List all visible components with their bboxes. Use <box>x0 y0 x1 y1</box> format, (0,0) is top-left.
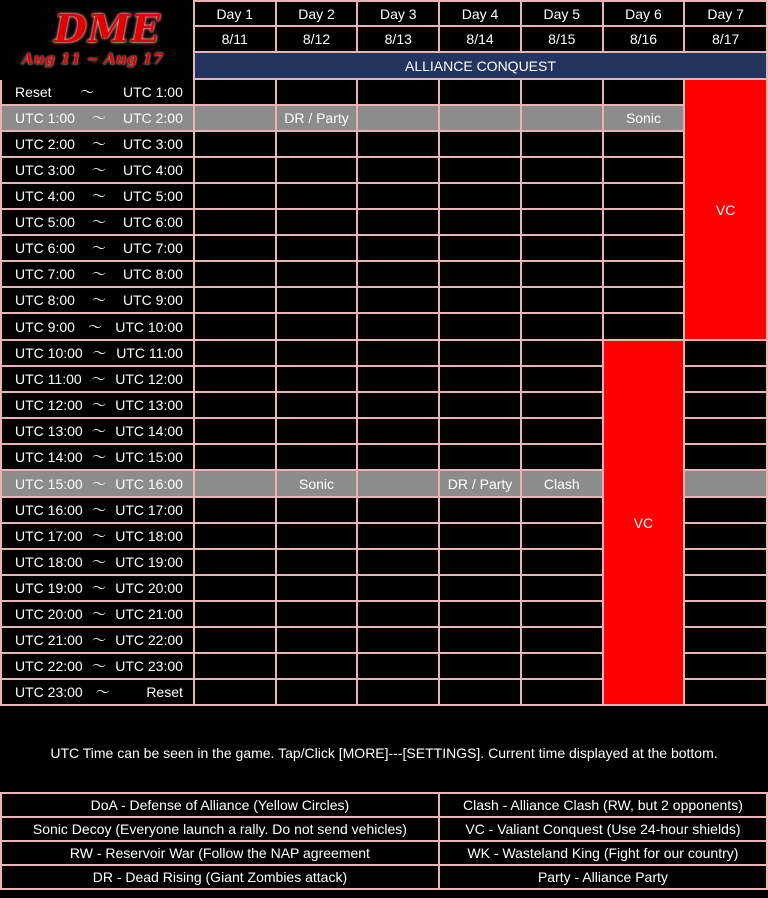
schedule-cell <box>194 261 276 287</box>
legend-entry: Clash - Alliance Clash (RW, but 2 opponents) <box>439 793 767 817</box>
schedule-cell <box>357 313 439 340</box>
time-range-cell <box>1 235 194 261</box>
schedule-cell <box>357 261 439 287</box>
event-dr-party: DR / Party <box>276 105 358 131</box>
schedule-cell <box>194 549 276 575</box>
schedule-cell <box>439 627 521 653</box>
schedule-cell <box>521 340 603 366</box>
schedule-cell <box>439 209 521 235</box>
schedule-cell <box>194 444 276 470</box>
schedule-cell <box>194 183 276 209</box>
range-tilde: ～ <box>91 632 106 648</box>
time-range-cell <box>1 392 194 418</box>
range-tilde: ～ <box>91 371 106 387</box>
slot-end: UTC 19:00 <box>115 554 183 570</box>
time-slot-row <box>1 157 767 183</box>
slot-end: UTC 4:00 <box>122 162 183 178</box>
time-range-cell <box>1 131 194 157</box>
event-sonic: Sonic <box>603 105 685 131</box>
schedule-cell <box>439 366 521 392</box>
day-header: Day 5 <box>521 1 603 26</box>
schedule-cell <box>521 418 603 444</box>
range-tilde: ～ <box>92 345 107 361</box>
schedule-cell <box>276 366 358 392</box>
schedule-cell <box>276 183 358 209</box>
time-range-cell <box>1 366 194 392</box>
schedule-cell <box>357 470 439 497</box>
schedule-cell <box>439 418 521 444</box>
date-cell: 8/16 <box>603 26 685 52</box>
schedule-cell <box>357 601 439 627</box>
slot-start: UTC 17:00 <box>15 528 83 544</box>
schedule-cell <box>276 131 358 157</box>
slot-end: UTC 23:00 <box>115 658 183 674</box>
schedule-cell <box>521 183 603 209</box>
slot-end: UTC 21:00 <box>115 606 183 622</box>
legend-table <box>0 792 768 890</box>
time-range-cell <box>1 313 194 340</box>
range-tilde: ～ <box>91 266 106 282</box>
slot-start: UTC 9:00 <box>15 318 75 335</box>
schedule-cell <box>276 523 358 549</box>
range-tilde: ～ <box>91 580 106 596</box>
schedule-cell <box>276 261 358 287</box>
schedule-cell <box>194 79 276 105</box>
schedule-cell <box>521 627 603 653</box>
slot-start: UTC 14:00 <box>15 449 83 465</box>
time-range-cell <box>1 105 194 131</box>
schedule-cell <box>603 313 685 340</box>
schedule-cell <box>357 523 439 549</box>
time-range-cell <box>1 209 194 235</box>
schedule-cell <box>521 444 603 470</box>
schedule-cell <box>357 183 439 209</box>
range-tilde: ～ <box>91 292 106 308</box>
slot-end: UTC 13:00 <box>115 397 183 413</box>
schedule-cell <box>194 340 276 366</box>
schedule-cell <box>276 679 358 705</box>
schedule-cell <box>194 679 276 705</box>
range-tilde: ～ <box>91 423 106 439</box>
slot-start: UTC 18:00 <box>15 554 83 570</box>
day-header: Day 3 <box>357 1 439 26</box>
range-tilde: ～ <box>88 318 103 335</box>
schedule-cell <box>439 497 521 523</box>
time-range-cell <box>1 575 194 601</box>
schedule-cell <box>194 497 276 523</box>
slot-start: UTC 7:00 <box>15 266 75 282</box>
schedule-cell <box>357 392 439 418</box>
slot-start: UTC 3:00 <box>15 162 75 178</box>
schedule-cell <box>194 131 276 157</box>
slot-start: UTC 12:00 <box>15 397 83 413</box>
schedule-cell <box>276 287 358 313</box>
date-cell: 8/12 <box>276 26 358 52</box>
schedule-cell <box>194 392 276 418</box>
schedule-cell <box>276 627 358 653</box>
schedule-cell <box>521 497 603 523</box>
slot-end: UTC 14:00 <box>115 423 183 439</box>
slot-start: UTC 13:00 <box>15 423 83 439</box>
legend-entry: DR - Dead Rising (Giant Zombies attack) <box>1 865 439 889</box>
schedule-cell <box>439 261 521 287</box>
time-range-cell <box>1 601 194 627</box>
schedule-cell <box>276 444 358 470</box>
time-slot-row <box>1 313 767 340</box>
schedule-cell <box>521 79 603 105</box>
time-slot-row <box>1 79 767 105</box>
schedule-cell <box>684 444 767 470</box>
schedule-cell <box>357 418 439 444</box>
date-cell: 8/14 <box>439 26 521 52</box>
range-tilde: ～ <box>91 658 106 674</box>
schedule-cell <box>357 575 439 601</box>
schedule-cell <box>603 131 685 157</box>
day-header: Day 7 <box>684 1 767 26</box>
date-cell: 8/17 <box>684 26 767 52</box>
slot-end: UTC 20:00 <box>115 580 183 596</box>
time-range-cell <box>1 497 194 523</box>
schedule-cell <box>439 157 521 183</box>
time-range-cell <box>1 470 194 497</box>
slot-start: UTC 6:00 <box>15 240 75 256</box>
date-cell: 8/15 <box>521 26 603 52</box>
schedule-cell <box>521 313 603 340</box>
slot-start: UTC 10:00 <box>15 345 83 361</box>
schedule-cell <box>684 418 767 444</box>
slot-end: UTC 7:00 <box>122 240 183 256</box>
schedule-cell <box>684 523 767 549</box>
schedule-cell <box>276 313 358 340</box>
time-range-cell <box>1 627 194 653</box>
slot-end: UTC 16:00 <box>115 475 183 492</box>
slot-end: UTC 12:00 <box>115 371 183 387</box>
slot-start: UTC 23:00 <box>15 684 83 700</box>
schedule-cell <box>439 392 521 418</box>
schedule-cell <box>439 523 521 549</box>
time-slot-row <box>1 340 767 366</box>
schedule-cell <box>521 209 603 235</box>
schedule-cell <box>276 235 358 261</box>
schedule-cell <box>357 444 439 470</box>
schedule-cell <box>194 157 276 183</box>
schedule-cell <box>276 601 358 627</box>
schedule-cell <box>521 653 603 679</box>
slot-end: UTC 18:00 <box>115 528 183 544</box>
slot-start: UTC 19:00 <box>15 580 83 596</box>
event-sonic: Sonic <box>276 470 358 497</box>
slot-start: UTC 8:00 <box>15 292 75 308</box>
legend-entry: Sonic Decoy (Everyone launch a rally. Do not send vehicles) <box>1 817 439 841</box>
logo-dates: Aug 11 ~ Aug 17 <box>22 50 164 68</box>
time-slot-row <box>1 235 767 261</box>
schedule-cell <box>439 549 521 575</box>
schedule-cell <box>357 157 439 183</box>
schedule-cell <box>194 523 276 549</box>
legend-row <box>1 841 767 865</box>
time-range-cell <box>1 418 194 444</box>
schedule-cell <box>684 392 767 418</box>
schedule-cell <box>194 235 276 261</box>
time-slot-row <box>1 209 767 235</box>
schedule-cell <box>357 679 439 705</box>
schedule-cell <box>521 679 603 705</box>
schedule-cell <box>439 313 521 340</box>
schedule-cell <box>276 392 358 418</box>
day-header: Day 1 <box>194 1 276 26</box>
schedule-cell <box>439 340 521 366</box>
schedule-cell <box>603 235 685 261</box>
schedule-cell <box>684 340 767 366</box>
schedule-cell <box>276 418 358 444</box>
slot-start: UTC 15:00 <box>15 475 83 492</box>
schedule-cell <box>603 79 685 105</box>
slot-start: Reset <box>15 84 52 100</box>
schedule-cell <box>276 549 358 575</box>
range-tilde: ～ <box>91 162 106 178</box>
schedule-cell <box>439 79 521 105</box>
schedule-cell <box>684 549 767 575</box>
time-range-cell <box>1 79 194 105</box>
range-tilde: ～ <box>91 136 106 152</box>
schedule-cell <box>603 287 685 313</box>
slot-end: UTC 11:00 <box>116 345 183 361</box>
schedule-cell <box>357 209 439 235</box>
alliance-conquest-banner: ALLIANCE CONQUEST <box>194 52 767 79</box>
range-tilde: ～ <box>91 554 106 570</box>
schedule-cell <box>439 131 521 157</box>
slot-start: UTC 22:00 <box>15 658 83 674</box>
schedule-cell <box>276 497 358 523</box>
schedule-cell <box>521 235 603 261</box>
slot-end: UTC 5:00 <box>122 188 183 204</box>
schedule-cell <box>357 105 439 131</box>
slot-end: UTC 1:00 <box>122 84 183 100</box>
legend-entry: DoA - Defense of Alliance (Yellow Circles) <box>1 793 439 817</box>
schedule-cell <box>439 235 521 261</box>
range-tilde: ～ <box>95 684 110 700</box>
logo-title: DME <box>54 6 161 51</box>
day-header: Day 2 <box>276 1 358 26</box>
schedule-cell <box>684 470 767 497</box>
range-tilde: ～ <box>91 475 106 492</box>
time-range-cell <box>1 261 194 287</box>
schedule-cell <box>357 340 439 366</box>
range-tilde: ～ <box>91 449 106 465</box>
schedule-cell <box>603 183 685 209</box>
range-tilde: ～ <box>91 502 106 518</box>
date-cell: 8/13 <box>357 26 439 52</box>
time-range-cell <box>1 183 194 209</box>
slot-end: Reset <box>146 684 183 700</box>
time-range-cell <box>1 340 194 366</box>
legend-row <box>1 865 767 889</box>
schedule-cell <box>521 549 603 575</box>
schedule-cell <box>684 653 767 679</box>
time-range-cell <box>1 523 194 549</box>
legend-row <box>1 793 767 817</box>
time-range-cell <box>1 679 194 705</box>
time-range-cell <box>1 157 194 183</box>
slot-start: UTC 2:00 <box>15 136 75 152</box>
schedule-cell <box>684 575 767 601</box>
slot-end: UTC 22:00 <box>115 632 183 648</box>
range-tilde: ～ <box>91 606 106 622</box>
time-slot-row <box>1 131 767 157</box>
time-range-cell <box>1 653 194 679</box>
slot-start: UTC 11:00 <box>15 371 82 387</box>
time-range-cell <box>1 549 194 575</box>
event-clash: Clash <box>521 470 603 497</box>
schedule-cell <box>194 601 276 627</box>
schedule-cell <box>194 287 276 313</box>
schedule-cell <box>684 601 767 627</box>
utc-time-note: UTC Time can be seen in the game. Tap/Click [MORE]---[SETTINGS]. Current time displayed at the bottom. <box>50 745 718 761</box>
schedule-cell <box>194 418 276 444</box>
vc-block-day6: VC <box>603 340 685 705</box>
day-header: Day 6 <box>603 1 685 26</box>
schedule-cell <box>276 209 358 235</box>
slot-end: UTC 17:00 <box>115 502 183 518</box>
time-slot-row <box>1 287 767 313</box>
schedule-cell <box>439 105 521 131</box>
schedule-cell <box>521 261 603 287</box>
schedule-cell <box>603 209 685 235</box>
schedule-cell <box>439 183 521 209</box>
time-range-cell <box>1 287 194 313</box>
schedule-cell <box>357 549 439 575</box>
schedule-cell <box>684 366 767 392</box>
schedule-cell <box>357 497 439 523</box>
schedule-cell <box>357 653 439 679</box>
schedule-cell <box>521 287 603 313</box>
schedule-cell <box>521 575 603 601</box>
schedule-cell <box>603 261 685 287</box>
slot-start: UTC 1:00 <box>15 110 75 126</box>
slot-end: UTC 10:00 <box>115 318 183 335</box>
schedule-cell <box>194 653 276 679</box>
range-tilde: ～ <box>91 240 106 256</box>
schedule-cell <box>357 287 439 313</box>
schedule-cell <box>521 392 603 418</box>
vc-block-day7: VC <box>684 79 767 340</box>
date-cell: 8/11 <box>194 26 276 52</box>
schedule-cell <box>357 131 439 157</box>
schedule-cell <box>439 601 521 627</box>
schedule-cell <box>276 340 358 366</box>
schedule-cell <box>439 287 521 313</box>
range-tilde: ～ <box>91 110 106 126</box>
schedule-cell <box>194 627 276 653</box>
schedule-cell <box>521 523 603 549</box>
schedule-cell <box>194 470 276 497</box>
schedule-cell <box>603 157 685 183</box>
slot-start: UTC 5:00 <box>15 214 75 230</box>
schedule-cell <box>276 575 358 601</box>
schedule-cell <box>521 105 603 131</box>
schedule-cell <box>439 444 521 470</box>
schedule-cell <box>439 575 521 601</box>
slot-end: UTC 15:00 <box>115 449 183 465</box>
slot-end: UTC 8:00 <box>122 266 183 282</box>
schedule-cell <box>521 366 603 392</box>
schedule-cell <box>194 209 276 235</box>
schedule-cell <box>439 679 521 705</box>
schedule-cell <box>684 627 767 653</box>
legend-entry: VC - Valiant Conquest (Use 24-hour shields) <box>439 817 767 841</box>
schedule-cell <box>357 235 439 261</box>
range-tilde: ～ <box>91 528 106 544</box>
legend-entry: RW - Reservoir War (Follow the NAP agreement <box>1 841 439 865</box>
schedule-cell <box>521 131 603 157</box>
schedule-cell <box>194 313 276 340</box>
slot-end: UTC 9:00 <box>122 292 183 308</box>
event-dr-party: DR / Party <box>439 470 521 497</box>
slot-end: UTC 3:00 <box>122 136 183 152</box>
schedule-cell <box>684 679 767 705</box>
schedule-cell <box>439 653 521 679</box>
schedule-cell <box>684 497 767 523</box>
schedule-cell <box>357 366 439 392</box>
schedule-cell <box>194 105 276 131</box>
legend-entry: WK - Wasteland King (Fight for our country) <box>439 841 767 865</box>
slot-start: UTC 20:00 <box>15 606 83 622</box>
schedule-cell <box>276 653 358 679</box>
slot-start: UTC 16:00 <box>15 502 83 518</box>
schedule-cell <box>521 157 603 183</box>
range-tilde: ～ <box>91 397 106 413</box>
schedule-cell <box>194 366 276 392</box>
range-tilde: ～ <box>80 84 95 100</box>
time-slot-row <box>1 183 767 209</box>
range-tilde: ～ <box>91 214 106 230</box>
slot-end: UTC 2:00 <box>122 110 183 126</box>
dme-logo <box>0 0 193 80</box>
slot-start: UTC 4:00 <box>15 188 75 204</box>
schedule-cell <box>521 601 603 627</box>
range-tilde: ～ <box>91 188 106 204</box>
slot-end: UTC 6:00 <box>122 214 183 230</box>
schedule-cell <box>276 157 358 183</box>
time-slot-row <box>1 261 767 287</box>
schedule-cell <box>194 575 276 601</box>
slot-start: UTC 21:00 <box>15 632 83 648</box>
time-range-cell <box>1 444 194 470</box>
schedule-cell <box>357 79 439 105</box>
time-slot-body <box>1 79 767 705</box>
legend-row <box>1 817 767 841</box>
schedule-cell <box>357 627 439 653</box>
day-header: Day 4 <box>439 1 521 26</box>
legend-entry: Party - Alliance Party <box>439 865 767 889</box>
time-slot-row <box>1 105 767 131</box>
schedule-cell <box>276 79 358 105</box>
